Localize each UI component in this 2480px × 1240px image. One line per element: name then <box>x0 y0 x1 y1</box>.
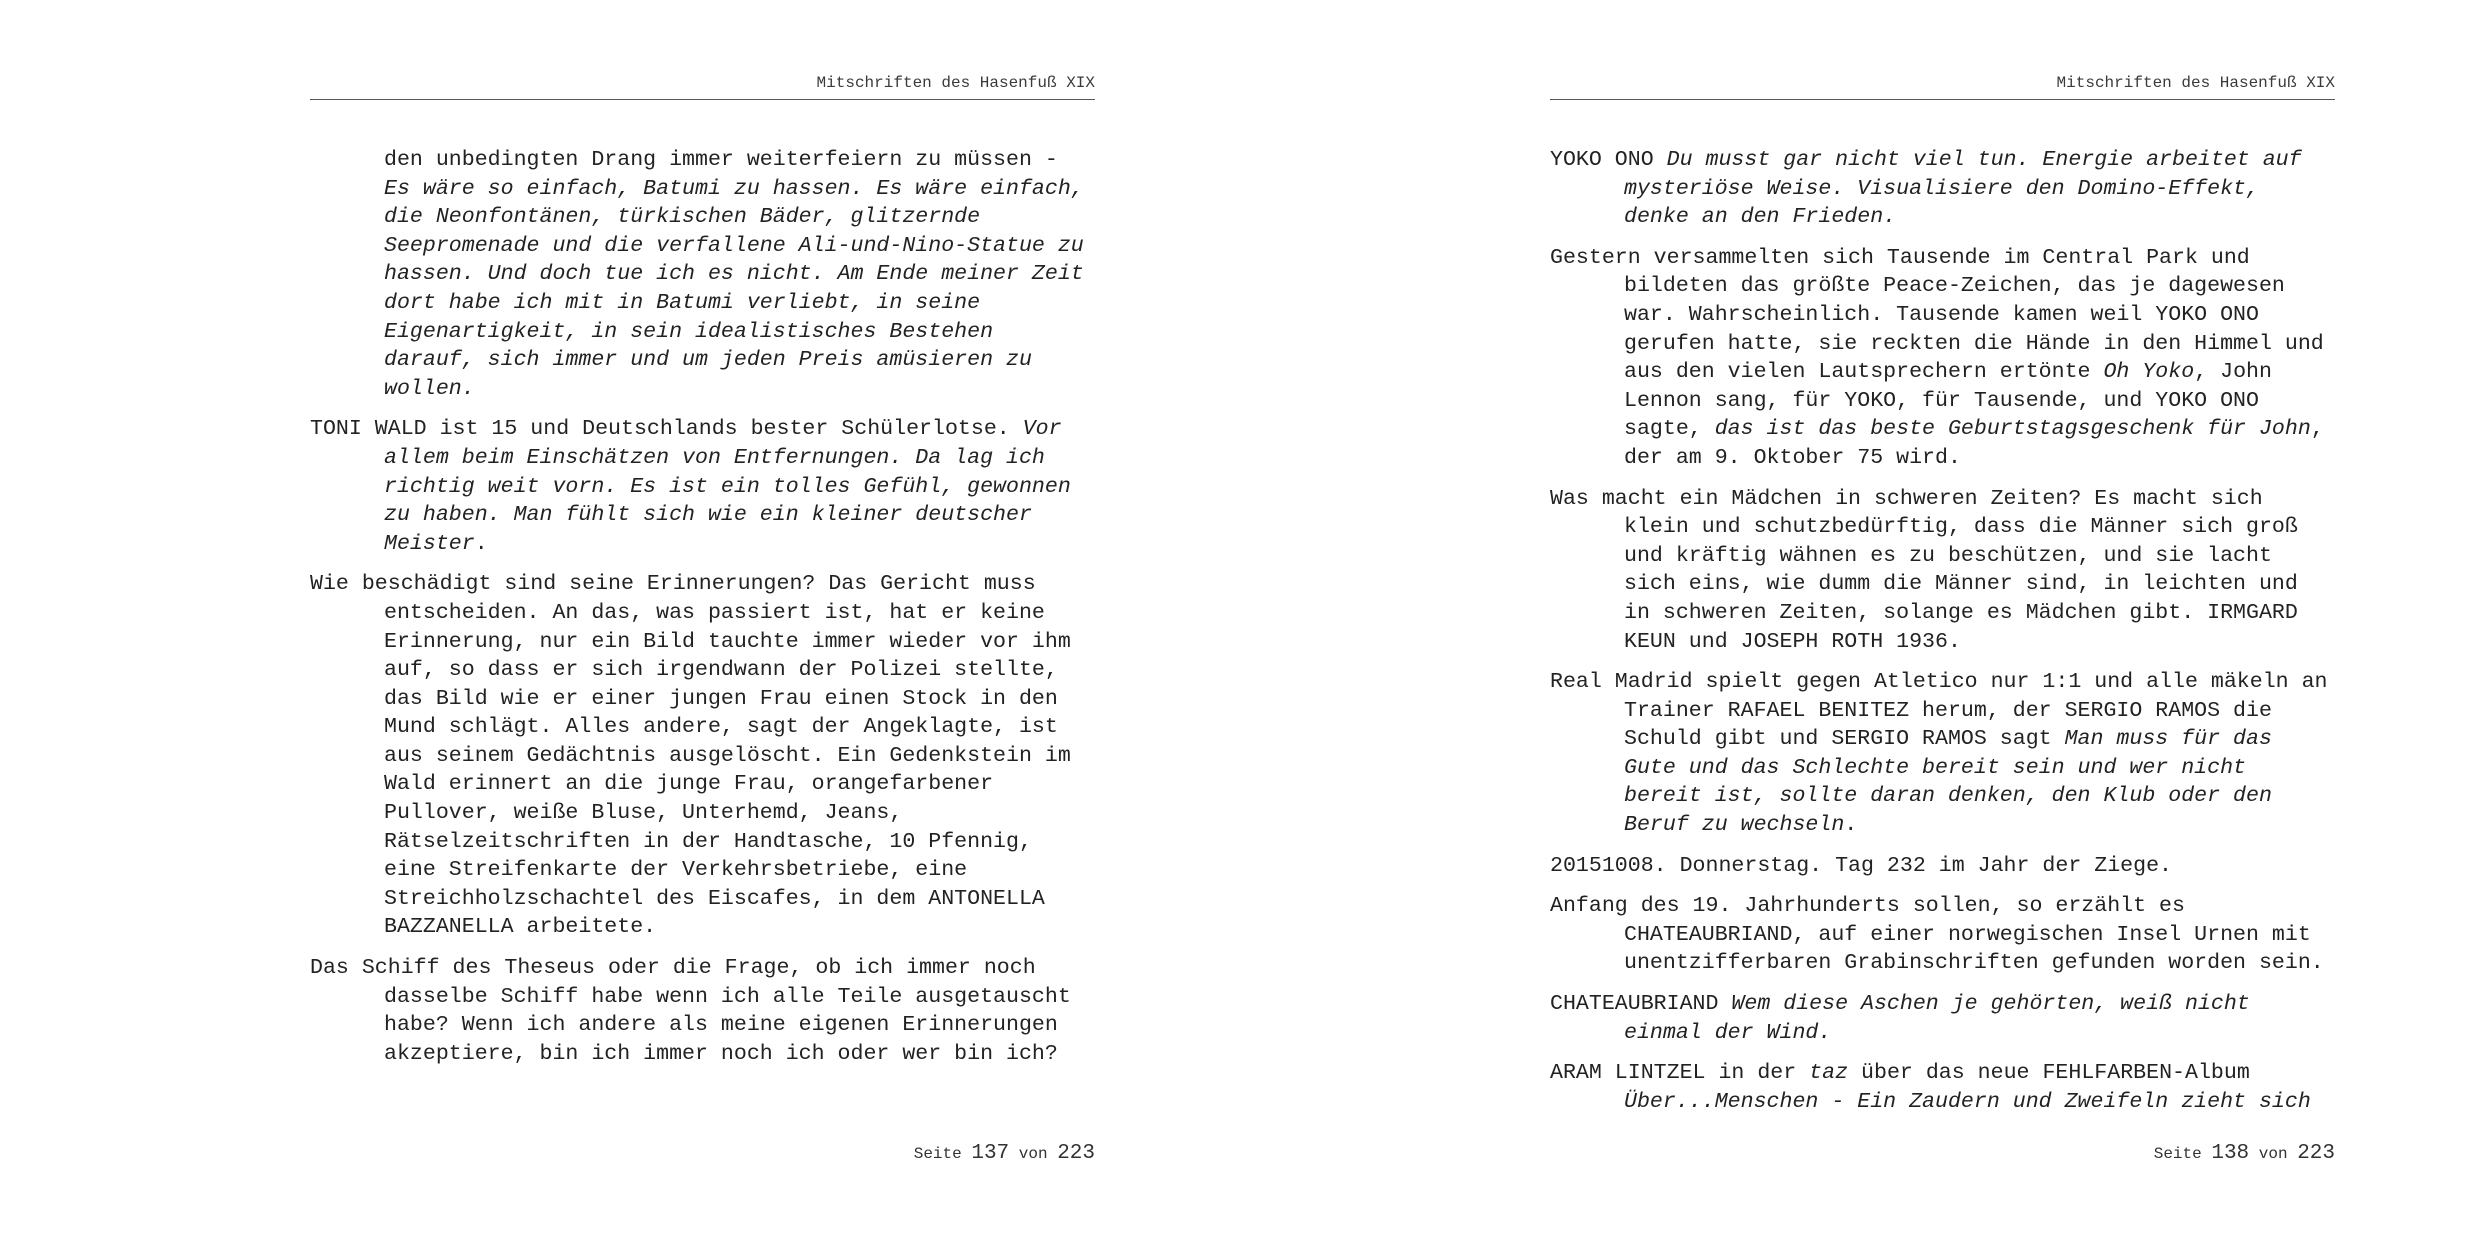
page-body <box>1550 146 2335 1128</box>
paragraph-maedchen: Was macht ein Mädchen in schweren Zeiten? Es macht sich klein und schutzbedürftig, dass die Männer sich groß und kräftig wähnen es zu beschützen, und sie lacht sich eins, wie dumm die Männer sind, in leichten und in schweren Zeiten, solange es Mädchen gibt. IRMGARD KEUN und JOSEPH ROTH 1936. <box>1550 486 2298 654</box>
page-number: 137 <box>971 1142 1010 1165</box>
page-total: 223 <box>1057 1142 1095 1165</box>
paragraph-chateaubriand-urnen: Anfang des 19. Jahrhunderts sollen, so erzählt es CHATEAUBRIAND, auf einer norwegischen Insel Urnen mit unentzifferbaren Grabinschriften gefunden worden sein. <box>1550 894 2324 976</box>
page-footer <box>2154 1142 2335 1165</box>
paragraph-real-madrid <box>1550 668 2335 840</box>
page-footer <box>914 1142 1095 1165</box>
quote-segment: taz <box>1809 1061 1849 1086</box>
paragraph-date: 20151008. Donnerstag. Tag 232 im Jahr der Ziege. <box>1550 853 2173 878</box>
quote-segment: Du musst gar nicht viel tun. Energie arbeitet auf mysteriöse Weise. Visualisiere den Domino-Effekt, denke an den Frieden. <box>1624 148 2302 230</box>
paragraph-aram-lintzel <box>1550 1059 2335 1116</box>
paragraph-toni-wald <box>310 415 1095 558</box>
footer-prefix: Seite <box>913 1145 962 1163</box>
text-segment: TONI WALD ist 15 und Deutschlands bester Schülerlotse. <box>310 417 1023 442</box>
quote-segment: Über...Menschen - Ein Zaudern und Zweifeln zieht sich <box>1624 1089 2311 1114</box>
text-segment: über das neue FEHLFARBEN-Album <box>1848 1061 2250 1086</box>
text-segment: . <box>1844 813 1858 838</box>
text-segment: Gestern versammelten sich Tausende im Central Park und bildeten das größte Peace-Zeichen, das je dagewesen war. Wahrscheinlich. Tausende kamen weil YOKO ONO gerufen hatte, sie reckten die Hände in den Himmel und aus den vielen Lautsprechern ertönte <box>1550 245 2324 385</box>
text-segment: den unbedingten Drang immer weiterfeiern zu müssen - <box>384 148 1058 172</box>
quote-segment: Es wäre so einfach, Batumi zu hassen. Es wäre einfach, die Neonfontänen, türkischen Bäder, glitzernde Seepromenade und die verfallene Ali-und-Nino-Statue zu hassen. Und doch tue ich es nicht. Am Ende meiner Zeit dort habe ich mit in Batumi verliebt, in seine Eigenartigkeit, in sein idealistisches Bestehen darauf, sich immer und um jeden Preis amüsieren zu wollen. <box>384 176 1084 401</box>
footer-mid: von <box>2258 1145 2288 1163</box>
page-body <box>310 146 1095 1080</box>
footer-prefix: Seite <box>2153 1145 2202 1163</box>
quote-segment: das ist das beste Geburtstagsgeschenk für John <box>1714 417 2311 442</box>
paragraph-batumi <box>310 146 1095 403</box>
text-segment: . <box>474 531 488 556</box>
text-segment: Real Madrid spielt gegen Atletico nur 1:1 und alle mäkeln an Trainer RAFAEL BENITEZ herum, der SERGIO RAMOS die Schuld gibt und SERGIO RAMOS sagt <box>1550 670 2328 752</box>
quote-segment: Oh Yoko <box>2103 360 2195 385</box>
running-head: Mitschriften des Hasenfuß XIX <box>310 74 1095 100</box>
paragraph-theseus: Das Schiff des Theseus oder die Frage, ob ich immer noch dasselbe Schiff habe wenn ich alle Teile ausgetauscht habe? Wenn ich andere als meine eigenen Erinnerungen akzeptiere, bin ich immer noch ich oder wer bin ich? <box>310 956 1071 1066</box>
paragraph-erinnerungen: Wie beschädigt sind seine Erinnerungen? Das Gericht muss entscheiden. An das, was passiert ist, hat er keine Erinnerung, nur ein Bild tauchte immer wieder vor ihm auf, so dass er sich irgendwann der Polizei stellte, das Bild wie er einer jungen Frau einen Stock in den Mund schlägt. Alles andere, sagt der Angeklagte, ist aus seinem Gedächtnis ausgelöscht. Ein Gedenkstein im Wald erinnert an die junge Frau, orangefarbener Pullover, weiße Bluse, Unterhemd, Jeans, Rätselzeitschriften in der Handtasche, 10 Pfennig, eine Streifenkarte der Verkehrsbetriebe, eine Streichholzschachtel des Eiscafes, in dem ANTONELLA BAZZANELLA arbeitete. <box>310 572 1071 940</box>
footer-mid: von <box>1018 1145 1048 1163</box>
text-segment: , John Lennon sang, für YOKO, für Tausende, und YOKO ONO sagte, <box>1624 360 2272 442</box>
quote-segment: Wem diese Aschen je gehörten, weiß nicht einmal der Wind. <box>1624 992 2250 1045</box>
paragraph-yoko-ono <box>1550 146 2335 232</box>
page-total: 223 <box>2297 1142 2335 1165</box>
page-138 <box>1550 0 2335 1240</box>
text-segment: , der am 9. Oktober 75 wird. <box>1624 417 2324 470</box>
running-head: Mitschriften des Hasenfuß XIX <box>1550 74 2335 100</box>
page-137 <box>310 0 1095 1240</box>
text-segment: YOKO ONO <box>1550 148 1667 172</box>
paragraph-chateaubriand-quote <box>1550 990 2335 1047</box>
text-segment: CHATEAUBRIAND <box>1550 992 1732 1017</box>
text-segment: ARAM LINTZEL in der <box>1550 1061 1810 1086</box>
quote-segment: Vor allem beim Einschätzen von Entfernungen. Da lag ich richtig weit vorn. Es ist ein tolles Gefühl, gewonnen zu haben. Man fühlt sich wie ein kleiner deutscher Meister <box>384 417 1071 556</box>
page-number: 138 <box>2211 1142 2250 1165</box>
quote-segment: Man muss für das Gute und das Schlechte bereit sein und wer nicht bereit ist, sollte daran denken, den Klub oder den Beruf zu wechseln <box>1624 727 2272 838</box>
paragraph-central-park <box>1550 244 2335 473</box>
